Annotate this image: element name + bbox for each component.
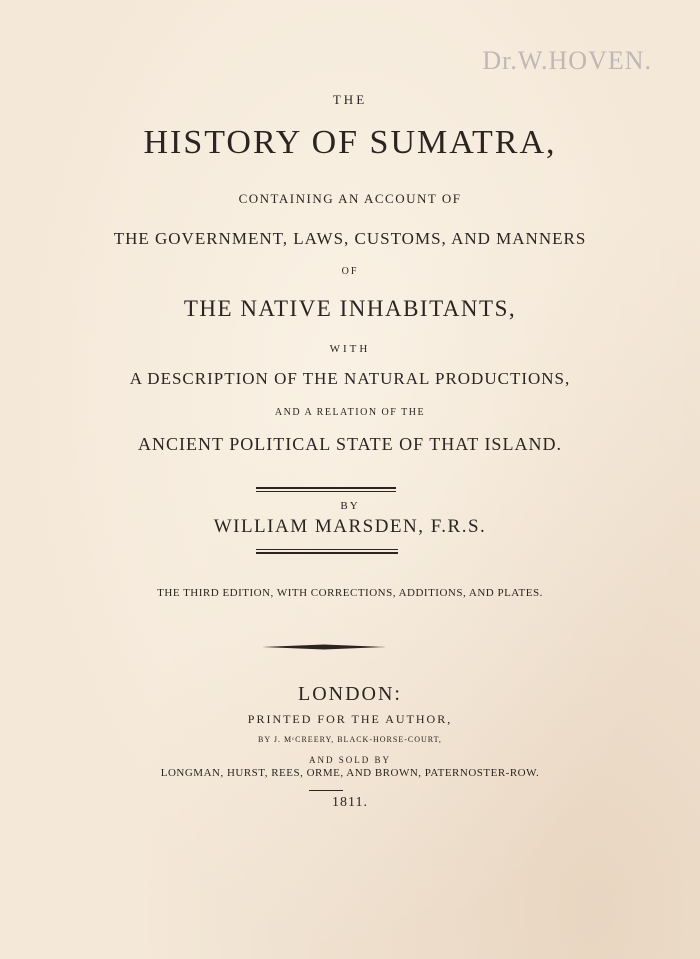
rule-bottom-thick: [256, 552, 398, 554]
rule-bottom-thin: [256, 549, 398, 550]
rule-top-thick: [256, 487, 396, 489]
publication-year: 1811.: [332, 795, 368, 810]
ornamental-rule: [262, 644, 386, 650]
imprint-place: LONDON:: [298, 683, 402, 705]
subtitle-of: OF: [341, 266, 359, 277]
title-prefix: THE: [332, 92, 368, 107]
subtitle-containing: CONTAINING AN ACCOUNT OF: [238, 191, 462, 206]
imprint-sold: AND SOLD BY: [308, 755, 391, 765]
subtitle-government: THE GOVERNMENT, LAWS, CUSTOMS, AND MANNERS: [113, 229, 587, 248]
subtitle-ancient: ANCIENT POLITICAL STATE OF THAT ISLAND.: [138, 434, 562, 454]
imprint-printed: PRINTED FOR THE AUTHOR,: [247, 712, 453, 726]
ownership-stamp: Dr.W.HOVEN.: [482, 46, 652, 75]
book-title: HISTORY OF SUMATRA,: [143, 124, 557, 161]
subtitle-relation: AND A RELATION OF THE: [274, 407, 426, 418]
byline-by: BY: [340, 500, 360, 512]
rule-top-thin: [256, 491, 396, 492]
edition-statement: THE THIRD EDITION, WITH CORRECTIONS, ADDITIONS, AND PLATES.: [157, 587, 543, 599]
subtitle-with: WITH: [329, 343, 371, 355]
imprint-booksellers: LONGMAN, HURST, REES, ORME, AND BROWN, PATERNOSTER-ROW.: [160, 767, 540, 779]
subtitle-native: THE NATIVE INHABITANTS,: [183, 296, 517, 321]
subtitle-description: A DESCRIPTION OF THE NATURAL PRODUCTIONS,: [129, 369, 571, 388]
year-rule: [309, 790, 343, 791]
imprint-printer: BY J. MᶜCREERY, BLACK-HORSE-COURT,: [258, 735, 442, 744]
author-name: WILLIAM MARSDEN, F.R.S.: [213, 516, 487, 537]
